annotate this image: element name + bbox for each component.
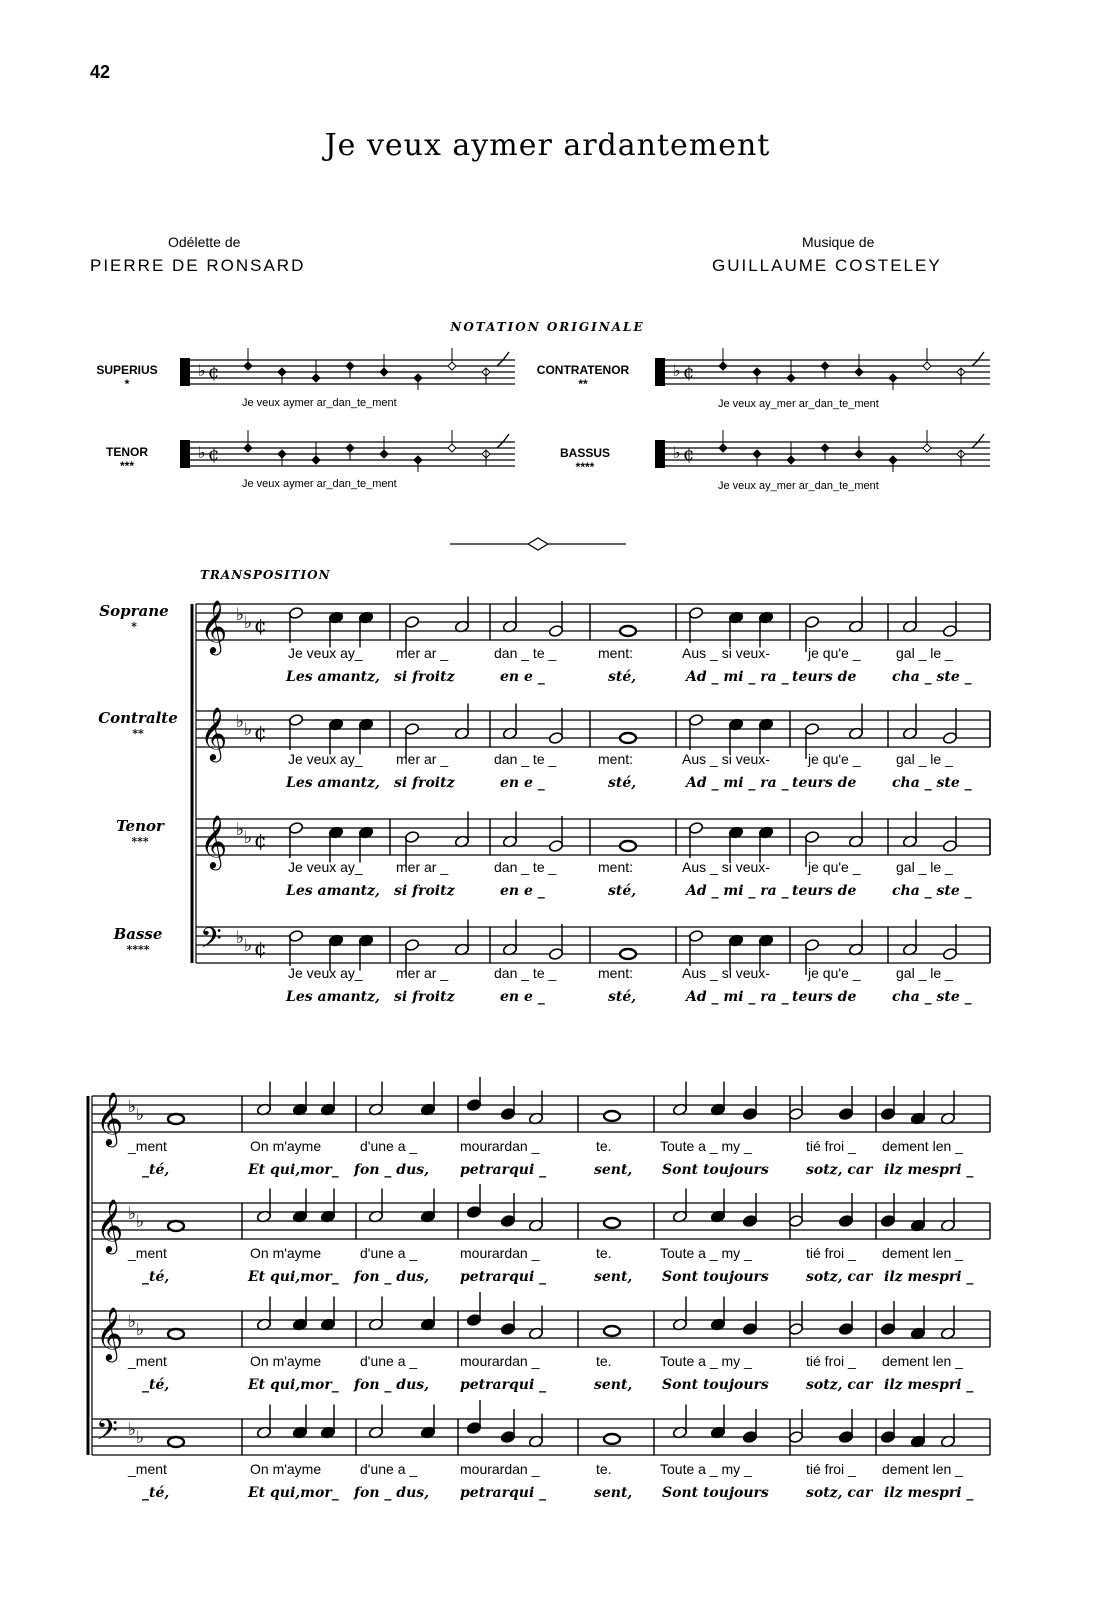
custos <box>497 352 509 366</box>
whole-note <box>604 1218 620 1228</box>
lyric-syllable: si froitz <box>394 775 455 791</box>
mensural-note <box>244 444 252 452</box>
mensuration-sign: ¢ <box>208 362 220 383</box>
mensuration-sign: ¢ <box>683 444 695 465</box>
custos <box>497 434 509 448</box>
lyric-syllable: _ment <box>128 1245 167 1261</box>
lyric-syllable: mourardan _ <box>460 1138 540 1154</box>
lyric-syllable: mer ar _ <box>396 965 449 981</box>
whole-note <box>604 1111 620 1121</box>
custos <box>972 434 984 448</box>
lyric-syllable: cha _ ste _ <box>892 669 972 685</box>
lyric-syllable: en e _ <box>500 883 545 899</box>
lyric-syllable: je qu'e _ <box>808 751 861 767</box>
treble-clef-icon: 𝄞 <box>96 1198 124 1252</box>
lyric-syllable: si froitz <box>394 669 455 685</box>
flat-sign: ♭ <box>136 1320 145 1340</box>
lyric-syllable: sent, <box>594 1485 633 1501</box>
voice-stars-soprane: * <box>131 620 137 633</box>
lyric-syllable: _ment <box>128 1353 167 1369</box>
flat-sign: ♭ <box>673 361 681 380</box>
lyric-syllable: petrarqui _ <box>460 1485 547 1501</box>
lyric-syllable: Je veux ay_ <box>288 751 363 767</box>
lyric-syllable: On m'ayme <box>250 1353 322 1369</box>
treble-clef-icon: 𝄞 <box>200 599 228 653</box>
old-clef <box>180 440 190 468</box>
song-title: Je veux aymer ardantement <box>324 128 771 163</box>
lyric-syllable: fon _ dus, <box>354 1162 430 1178</box>
mensural-note <box>312 456 320 464</box>
bass-clef-icon: 𝄢 <box>200 922 222 962</box>
page-number: 42 <box>90 62 111 82</box>
incipit-label-contratenor: CONTRATENOR <box>536 363 630 377</box>
incipit-stars-bassus: **** <box>575 460 595 474</box>
lyric-syllable: Aus _ si veux- <box>682 859 770 875</box>
whole-note <box>604 1326 620 1336</box>
mensural-note <box>719 444 727 452</box>
mensural-note <box>787 456 795 464</box>
lyric-syllable: dement len _ <box>882 1461 963 1477</box>
notation-heading: NOTATION ORIGINALE <box>450 320 645 334</box>
mensuration-sign: ¢ <box>683 362 695 383</box>
lyric-syllable: Ad _ mi _ ra _ <box>686 669 789 685</box>
mensuration-sign: ¢ <box>254 936 267 960</box>
lyric-syllable: cha _ ste _ <box>892 883 972 899</box>
lyric-syllable: dan _ te _ <box>494 751 557 767</box>
treble-clef-icon: 𝄞 <box>96 1091 124 1145</box>
lyric-syllable: mourardan _ <box>460 1353 540 1369</box>
mensural-note <box>923 362 931 370</box>
lyric-syllable: je qu'e _ <box>808 645 861 661</box>
lyric-syllable: ilz mespri _ <box>884 1162 974 1178</box>
flat-sign: ♭ <box>244 936 253 956</box>
lyric-syllable: Et qui,mor_ <box>248 1269 339 1285</box>
lyric-syllable: si froitz <box>394 989 455 1005</box>
lyric-syllable: sté, <box>608 883 637 899</box>
lyric-syllable: Sont toujours <box>662 1377 769 1393</box>
lyric-syllable: tié froi _ <box>806 1461 856 1477</box>
lyric-syllable: Toute a _ my _ <box>660 1461 752 1477</box>
lyric-syllable: Toute a _ my _ <box>660 1138 752 1154</box>
lyric-syllable: Et qui,mor_ <box>248 1162 339 1178</box>
lyric-syllable: ment: <box>598 859 634 875</box>
flat-sign: ♭ <box>236 712 245 732</box>
incipit-stars-contratenor: ** <box>578 377 588 391</box>
lyric-syllable: On m'ayme <box>250 1138 322 1154</box>
mensural-note <box>448 362 456 370</box>
lyric-syllable: mourardan _ <box>460 1245 540 1261</box>
incipit-stars-tenor: *** <box>119 459 134 473</box>
lyric-syllable: d'une a _ <box>360 1461 418 1477</box>
flat-sign: ♭ <box>198 361 206 380</box>
separator-diamond <box>528 538 548 550</box>
whole-note <box>168 1221 184 1231</box>
lyric-syllable: teurs de <box>792 989 857 1005</box>
lyric-syllable: Les amantz, <box>286 775 380 791</box>
lyric-syllable: d'une a _ <box>360 1138 418 1154</box>
lyric-syllable: Ad _ mi _ ra _ <box>686 989 789 1005</box>
lyric-syllable: _ment <box>128 1138 167 1154</box>
flat-sign: ♭ <box>236 605 245 625</box>
incipit-lyric-superius: Je veux aymer ar_dan_te_ment <box>242 397 397 409</box>
composer-name: GUILLAUME COSTELEY <box>712 256 942 275</box>
lyric-syllable: mer ar _ <box>396 859 449 875</box>
lyric-syllable: Et qui,mor_ <box>248 1485 339 1501</box>
lyric-syllable: Les amantz, <box>286 989 380 1005</box>
lyric-syllable: dement len _ <box>882 1138 963 1154</box>
lyric-syllable: mourardan _ <box>460 1461 540 1477</box>
treble-clef-icon: 𝄞 <box>96 1306 124 1360</box>
flat-sign: ♭ <box>236 928 245 948</box>
lyric-syllable: te. <box>596 1461 612 1477</box>
flat-sign: ♭ <box>128 1312 137 1332</box>
lyric-syllable: gal _ le _ <box>896 859 953 875</box>
lyric-syllable: dan _ te _ <box>494 645 557 661</box>
lyric-syllable: Sont toujours <box>662 1269 769 1285</box>
mensuration-sign: ¢ <box>254 613 267 637</box>
flat-sign: ♭ <box>136 1428 145 1448</box>
lyric-syllable: _té, <box>142 1377 170 1393</box>
mensural-note <box>855 368 863 376</box>
lyric-syllable: _té, <box>142 1162 170 1178</box>
flat-sign: ♭ <box>244 613 253 633</box>
mensuration-sign: ¢ <box>254 828 267 852</box>
treble-clef-icon: 𝄞 <box>200 706 228 760</box>
lyric-syllable: teurs de <box>792 883 857 899</box>
lyric-syllable: sté, <box>608 775 637 791</box>
lyric-syllable: je qu'e _ <box>808 965 861 981</box>
lyric-syllable: en e _ <box>500 775 545 791</box>
whole-note <box>620 841 636 851</box>
lyric-syllable: sté, <box>608 989 637 1005</box>
flat-sign: ♭ <box>136 1212 145 1232</box>
incipit-label-bassus: BASSUS <box>559 446 610 460</box>
voice-label-tenor: Tenor <box>116 817 164 835</box>
whole-note <box>620 949 636 959</box>
lyric-syllable: fon _ dus, <box>354 1269 430 1285</box>
whole-note <box>168 1437 184 1447</box>
voice-label-contralte: Contralte <box>98 709 178 727</box>
lyric-syllable: si froitz <box>394 883 455 899</box>
lyric-syllable: teurs de <box>792 669 857 685</box>
lyric-syllable: tié froi _ <box>806 1138 856 1154</box>
voice-stars-basse: **** <box>126 943 150 956</box>
custos <box>972 352 984 366</box>
flat-sign: ♭ <box>244 720 253 740</box>
lyric-syllable: On m'ayme <box>250 1245 322 1261</box>
lyric-syllable: ment: <box>598 751 634 767</box>
lyric-syllable: sotz, car <box>806 1377 873 1393</box>
mensural-note <box>380 450 388 458</box>
mensuration-sign: ¢ <box>208 444 220 465</box>
voice-label-basse: Basse <box>113 925 163 943</box>
mensural-note <box>719 362 727 370</box>
lyric-syllable: en e _ <box>500 989 545 1005</box>
lyric-syllable: ment: <box>598 645 634 661</box>
old-clef <box>655 440 665 468</box>
lyric-syllable: sent, <box>594 1162 633 1178</box>
lyric-syllable: dan _ te _ <box>494 965 557 981</box>
mensural-note <box>380 368 388 376</box>
composer-caption: Musique de <box>802 234 875 250</box>
lyric-syllable: Toute a _ my _ <box>660 1245 752 1261</box>
lyric-syllable: mer ar _ <box>396 645 449 661</box>
incipit-label-tenor: TENOR <box>106 445 148 459</box>
flat-sign: ♭ <box>128 1097 137 1117</box>
lyric-syllable: cha _ ste _ <box>892 775 972 791</box>
lyric-syllable: tié froi _ <box>806 1245 856 1261</box>
lyric-syllable: petrarqui _ <box>460 1377 547 1393</box>
lyric-syllable: _té, <box>142 1485 170 1501</box>
lyric-syllable: te. <box>596 1353 612 1369</box>
bass-clef-icon: 𝄢 <box>96 1414 118 1454</box>
whole-note <box>168 1114 184 1124</box>
lyric-syllable: Les amantz, <box>286 883 380 899</box>
lyric-syllable: gal _ le _ <box>896 965 953 981</box>
lyric-syllable: cha _ ste _ <box>892 989 972 1005</box>
old-clef <box>180 358 190 386</box>
lyric-syllable: Les amantz, <box>286 669 380 685</box>
lyric-syllable: Et qui,mor_ <box>248 1377 339 1393</box>
mensural-note <box>923 444 931 452</box>
voice-stars-contralte: ** <box>132 727 144 740</box>
lyric-syllable: Sont toujours <box>662 1485 769 1501</box>
flat-sign: ♭ <box>198 443 206 462</box>
incipit-lyric-bassus: Je veux ay_mer ar_dan_te_ment <box>718 480 879 492</box>
lyric-syllable: te. <box>596 1245 612 1261</box>
lyric-syllable: Ad _ mi _ ra _ <box>686 883 789 899</box>
mensural-note <box>244 362 252 370</box>
lyric-syllable: gal _ le _ <box>896 645 953 661</box>
lyric-syllable: d'une a _ <box>360 1353 418 1369</box>
lyric-syllable: dement len _ <box>882 1353 963 1369</box>
mensural-note <box>312 374 320 382</box>
lyricist-caption: Odélette de <box>168 234 241 250</box>
lyric-syllable: Aus _ si veux- <box>682 645 770 661</box>
whole-note <box>620 733 636 743</box>
lyric-syllable: ilz mespri _ <box>884 1269 974 1285</box>
whole-note <box>620 626 636 636</box>
incipit-stars-superius: * <box>124 377 130 391</box>
lyric-syllable: Toute a _ my _ <box>660 1353 752 1369</box>
mensural-note <box>855 450 863 458</box>
lyric-syllable: Sont toujours <box>662 1162 769 1178</box>
lyric-syllable: fon _ dus, <box>354 1377 430 1393</box>
lyric-syllable: sotz, car <box>806 1269 873 1285</box>
flat-sign: ♭ <box>244 828 253 848</box>
lyric-syllable: sotz, car <box>806 1485 873 1501</box>
lyric-syllable: Aus _ si veux- <box>682 751 770 767</box>
lyric-syllable: ilz mespri _ <box>884 1377 974 1393</box>
incipit-lyric-contratenor: Je veux ay_mer ar_dan_te_ment <box>718 398 879 410</box>
whole-note <box>604 1434 620 1444</box>
old-clef <box>655 358 665 386</box>
flat-sign: ♭ <box>128 1420 137 1440</box>
lyric-syllable: Ad _ mi _ ra _ <box>686 775 789 791</box>
mensuration-sign: ¢ <box>254 720 267 744</box>
incipit-label-superius: SUPERIUS <box>96 363 158 377</box>
lyric-syllable: sent, <box>594 1269 633 1285</box>
lyric-syllable: ilz mespri _ <box>884 1485 974 1501</box>
lyric-syllable: _té, <box>142 1269 170 1285</box>
flat-sign: ♭ <box>236 820 245 840</box>
lyric-syllable: teurs de <box>792 775 857 791</box>
lyric-syllable: Aus _ si veux- <box>682 965 770 981</box>
lyric-syllable: sotz, car <box>806 1162 873 1178</box>
lyricist-name: PIERRE DE RONSARD <box>90 256 306 275</box>
lyric-syllable: sté, <box>608 669 637 685</box>
lyric-syllable: Je veux ay_ <box>288 859 363 875</box>
lyric-syllable: tié froi _ <box>806 1353 856 1369</box>
lyric-syllable: fon _ dus, <box>354 1485 430 1501</box>
lyric-syllable: en e _ <box>500 669 545 685</box>
lyric-syllable: je qu'e _ <box>808 859 861 875</box>
lyric-syllable: ment: <box>598 965 634 981</box>
lyric-syllable: gal _ le _ <box>896 751 953 767</box>
lyric-syllable: d'une a _ <box>360 1245 418 1261</box>
incipit-lyric-tenor: Je veux aymer ar_dan_te_ment <box>242 478 397 490</box>
lyric-syllable: On m'ayme <box>250 1461 322 1477</box>
lyric-syllable: dement len _ <box>882 1245 963 1261</box>
flat-sign: ♭ <box>673 443 681 462</box>
whole-note <box>168 1329 184 1339</box>
mensural-note <box>787 374 795 382</box>
flat-sign: ♭ <box>128 1204 137 1224</box>
lyric-syllable: te. <box>596 1138 612 1154</box>
lyric-syllable: Je veux ay_ <box>288 645 363 661</box>
treble-clef-icon: 𝄞 <box>200 814 228 868</box>
lyric-syllable: petrarqui _ <box>460 1269 547 1285</box>
lyric-syllable: mer ar _ <box>396 751 449 767</box>
mensural-note <box>448 444 456 452</box>
lyric-syllable: dan _ te _ <box>494 859 557 875</box>
voice-stars-tenor: *** <box>131 835 149 848</box>
lyric-syllable: sent, <box>594 1377 633 1393</box>
transposition-heading: TRANSPOSITION <box>200 568 331 582</box>
lyric-syllable: petrarqui _ <box>460 1162 547 1178</box>
voice-label-soprane: Soprane <box>99 602 169 620</box>
lyric-syllable: _ment <box>128 1461 167 1477</box>
flat-sign: ♭ <box>136 1105 145 1125</box>
lyric-syllable: Je veux ay_ <box>288 965 363 981</box>
